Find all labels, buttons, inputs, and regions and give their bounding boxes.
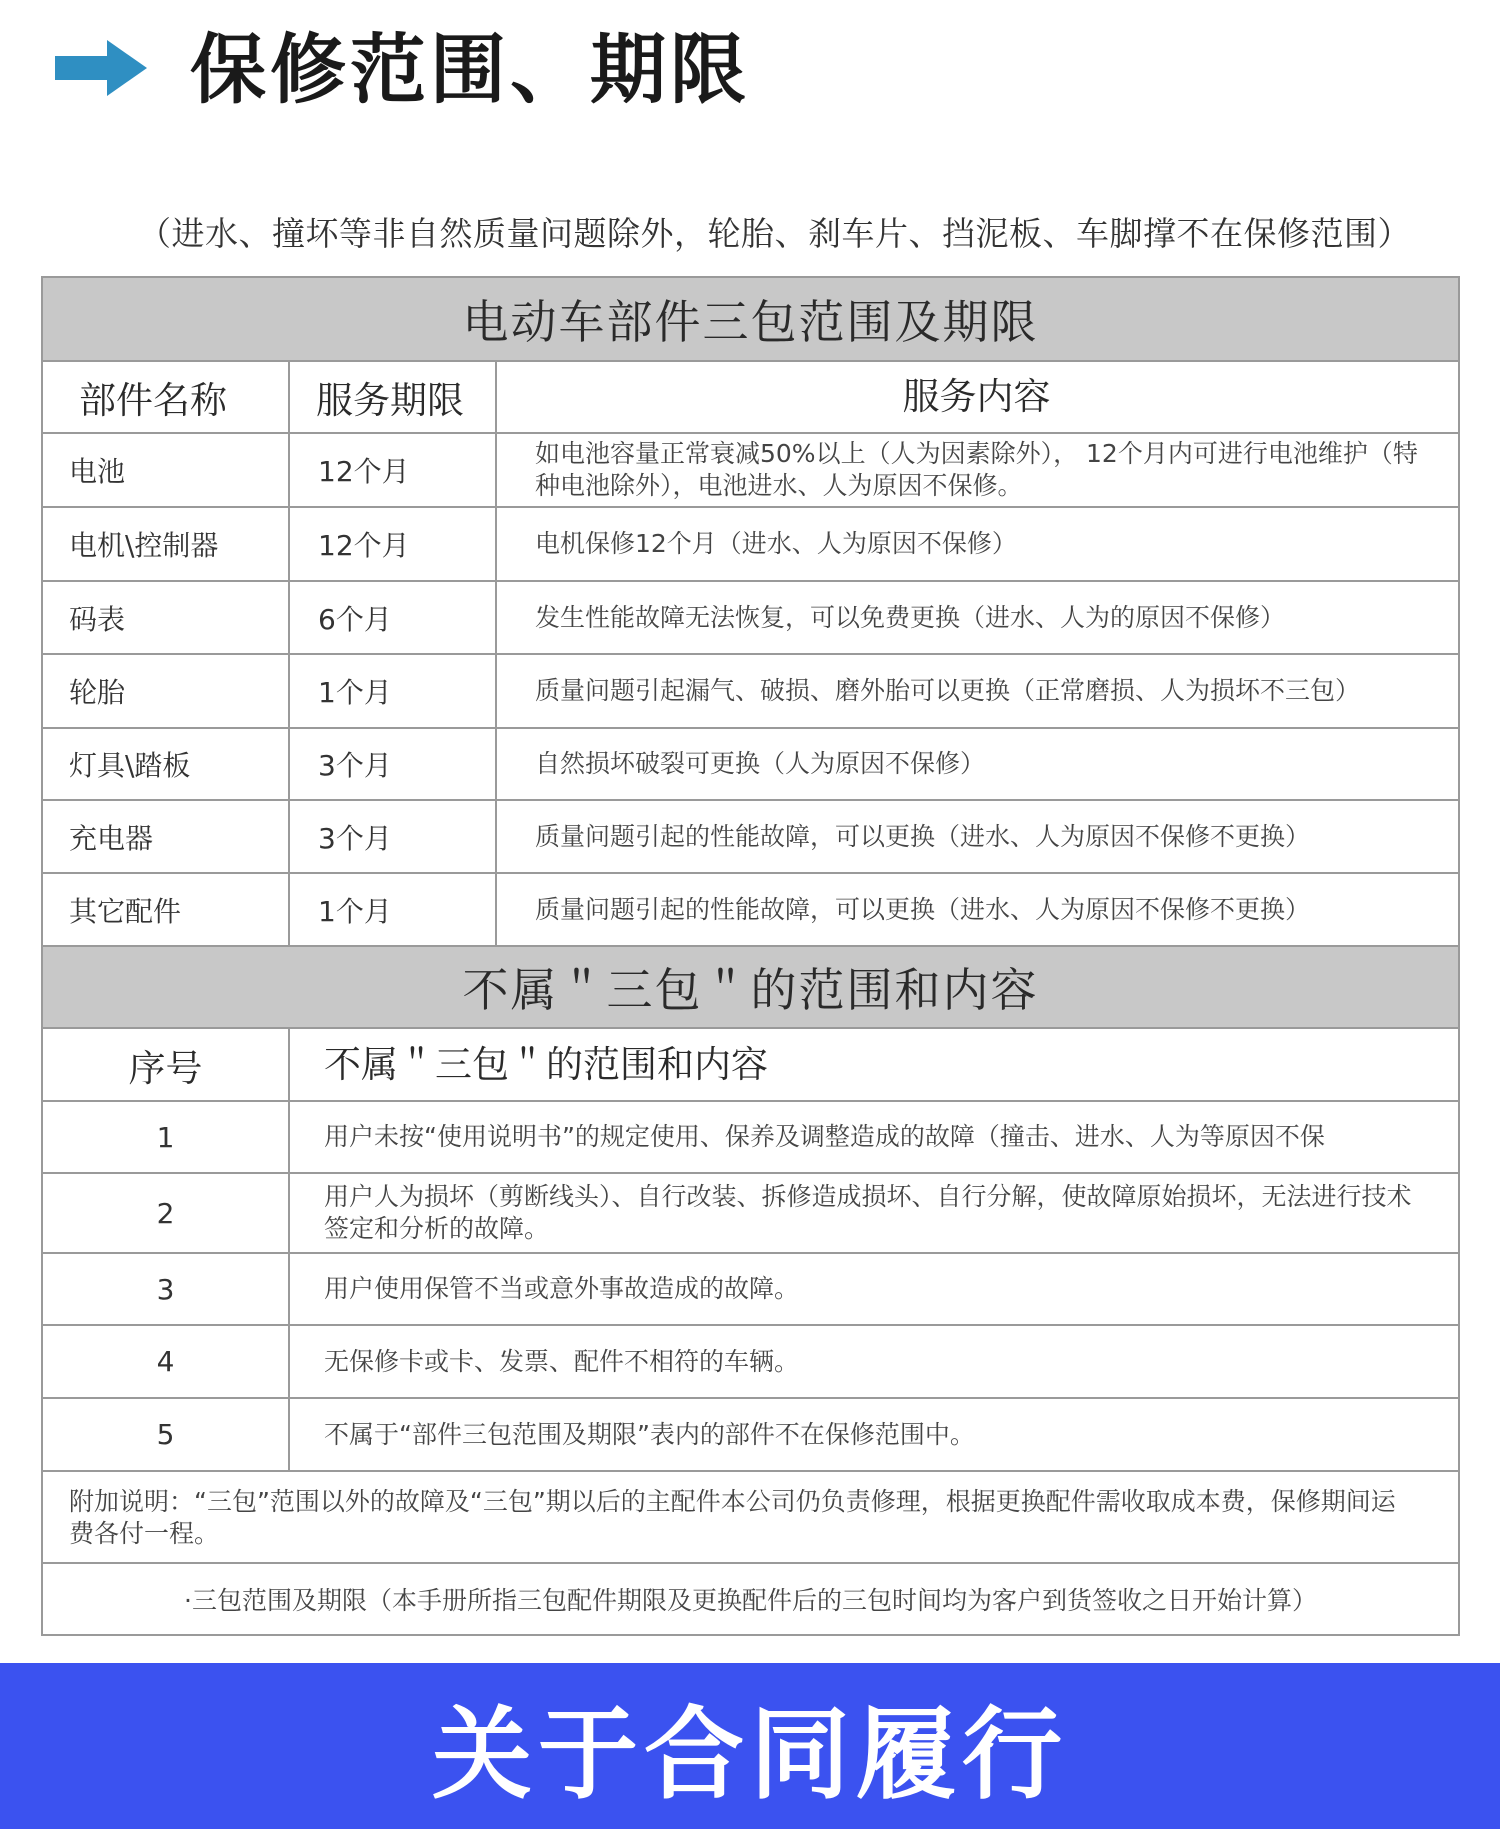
table-row (43, 1252, 1458, 1324)
page-header (0, 0, 1500, 140)
part-name: 码表 (43, 582, 290, 653)
exclusion-number: 5 (43, 1399, 290, 1470)
col-header-number: 序号 (43, 1029, 290, 1100)
exclusion-number: 2 (43, 1174, 290, 1252)
table-row (43, 506, 1458, 580)
table1-title: 电动车部件三包范围及期限 (43, 278, 1458, 360)
table-row (43, 580, 1458, 653)
additional-note: 附加说明：“三包”范围以外的故障及“三包”期以后的主配件本公司仍负责修理，根据更换配件需收取成本费，保修期间运费各付一程。 (43, 1470, 1458, 1562)
part-period: 6个月 (290, 582, 497, 653)
part-name: 电机\控制器 (43, 508, 290, 580)
table-row (43, 432, 1458, 506)
part-content: 如电池容量正常衰减50%以上（人为因素除外）， 12个月内可进行电池维护（特种电池除外），电池进水、人为原因不保修。 (535, 439, 1418, 500)
warranty-table (41, 276, 1460, 1636)
exclusion-content: 用户未按“使用说明书”的规定使用、保养及调整造成的故障（撞击、进水、人为等原因不保 (324, 1122, 1325, 1151)
page-title: 保修范围、期限 (190, 25, 750, 114)
part-content: 发生性能故障无法恢复，可以免费更换（进水、人为的原因不保修） (535, 602, 1286, 632)
table2-title: 不属＂三包＂的范围和内容 (43, 945, 1458, 1027)
table-row (43, 1172, 1458, 1252)
part-period: 3个月 (290, 729, 497, 799)
exclusion-content: 无保修卡或卡、发票、配件不相符的车辆。 (324, 1346, 800, 1376)
right-arrow-icon (55, 40, 147, 96)
exclusion-content: 用户使用保管不当或意外事故造成的故障。 (324, 1274, 800, 1303)
table2-header-row (43, 1027, 1458, 1100)
part-period: 12个月 (290, 508, 497, 580)
footer-note: ·三包范围及期限（本手册所指三包配件期限及更换配件后的三包时间均为客户到货签收之日开始计算） (43, 1562, 1458, 1634)
part-content: 质量问题引起漏气、破损、磨外胎可以更换（正常磨损、人为损坏不三包） (535, 676, 1361, 705)
exclusion-number: 1 (43, 1102, 290, 1172)
part-name: 其它配件 (43, 874, 290, 945)
table-row (43, 1397, 1458, 1470)
table1-header-row (43, 360, 1458, 432)
part-content: 自然损坏破裂可更换（人为原因不保修） (535, 749, 986, 778)
part-period: 1个月 (290, 874, 497, 945)
table-row (43, 1100, 1458, 1172)
part-name: 电池 (43, 434, 290, 506)
exclusion-content: 不属于“部件三包范围及期限”表内的部件不在保修范围中。 (324, 1419, 975, 1449)
exclusion-content: 用户人为损坏（剪断线头）、自行改装、拆修造成损坏、自行分解，使故障原始损坏，无法进行技术签定和分析的故障。 (324, 1182, 1412, 1243)
exclusion-number: 3 (43, 1254, 290, 1324)
part-name: 灯具\踏板 (43, 729, 290, 799)
table-row (43, 872, 1458, 945)
exclusion-number: 4 (43, 1326, 290, 1397)
table-row (43, 1324, 1458, 1397)
part-period: 3个月 (290, 801, 497, 872)
col-header-part-name: 部件名称 (43, 362, 290, 432)
part-period: 1个月 (290, 655, 497, 727)
part-content: 质量问题引起的性能故障，可以更换（进水、人为原因不保修不更换） (535, 894, 1311, 924)
col-header-content: 服务内容 (902, 375, 1051, 418)
col-header-period: 服务期限 (290, 362, 497, 432)
part-name: 充电器 (43, 801, 290, 872)
table-row (43, 727, 1458, 799)
part-name: 轮胎 (43, 655, 290, 727)
table-row (43, 799, 1458, 872)
part-content: 电机保修12个月（进水、人为原因不保修） (535, 529, 1017, 558)
part-period: 12个月 (290, 434, 497, 506)
exclusion-note: （进水、撞坏等非自然质量问题除外，轮胎、刹车片、挡泥板、车脚撑不在保修范围） (138, 214, 1411, 253)
col-header-exclusion: 不属＂三包＂的范围和内容 (324, 1042, 768, 1086)
contract-banner: 关于合同履行 (0, 1663, 1500, 1829)
table-row (43, 653, 1458, 727)
part-content: 质量问题引起的性能故障，可以更换（进水、人为原因不保修不更换） (535, 821, 1311, 851)
